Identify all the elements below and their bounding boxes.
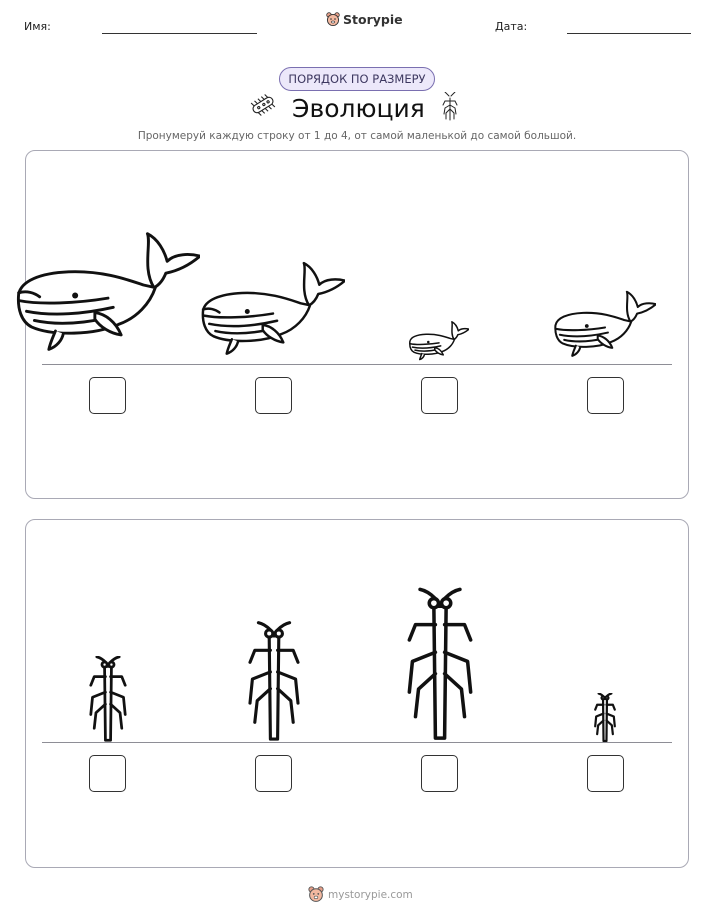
answer-box-whale-3[interactable] [421, 377, 458, 414]
footer [308, 886, 413, 903]
whale-icon [201, 259, 345, 364]
category-pill: ПОРЯДОК ПО РАЗМЕРУ [279, 67, 435, 91]
bear-logo-icon [326, 12, 340, 27]
stick-insect-icon [82, 656, 134, 742]
answer-box-insect-4[interactable] [587, 755, 624, 792]
whale-icon [554, 289, 656, 363]
bear-logo-icon [308, 886, 324, 903]
brand-name: Storypie [343, 12, 403, 27]
date-label: Дата: [495, 20, 528, 33]
instruction-text: Пронумеруй каждую строку от 1 до 4, от самой маленькой до самой большой. [137, 130, 577, 142]
date-field[interactable] [567, 33, 691, 34]
stick-insect-icon [238, 621, 310, 742]
stick-insect-icon [590, 693, 620, 742]
answer-box-whale-1[interactable] [89, 377, 126, 414]
answer-box-whale-2[interactable] [255, 377, 292, 414]
whale-icon [16, 228, 200, 363]
whale-icon [409, 320, 469, 364]
answer-box-insect-1[interactable] [89, 755, 126, 792]
answer-box-insect-3[interactable] [421, 755, 458, 792]
stick-insect-icon [440, 92, 460, 122]
footer-url[interactable]: mystorypie.com [328, 888, 413, 901]
name-label: Имя: [24, 20, 51, 33]
bacterium-icon [248, 92, 278, 118]
name-field[interactable] [102, 33, 257, 34]
answer-box-insect-2[interactable] [255, 755, 292, 792]
brand [326, 12, 403, 27]
whale-baseline [42, 364, 672, 365]
insect-baseline [42, 742, 672, 743]
stick-insect-icon [394, 587, 486, 742]
answer-box-whale-4[interactable] [587, 377, 624, 414]
page-title: Эволюция [292, 94, 425, 123]
